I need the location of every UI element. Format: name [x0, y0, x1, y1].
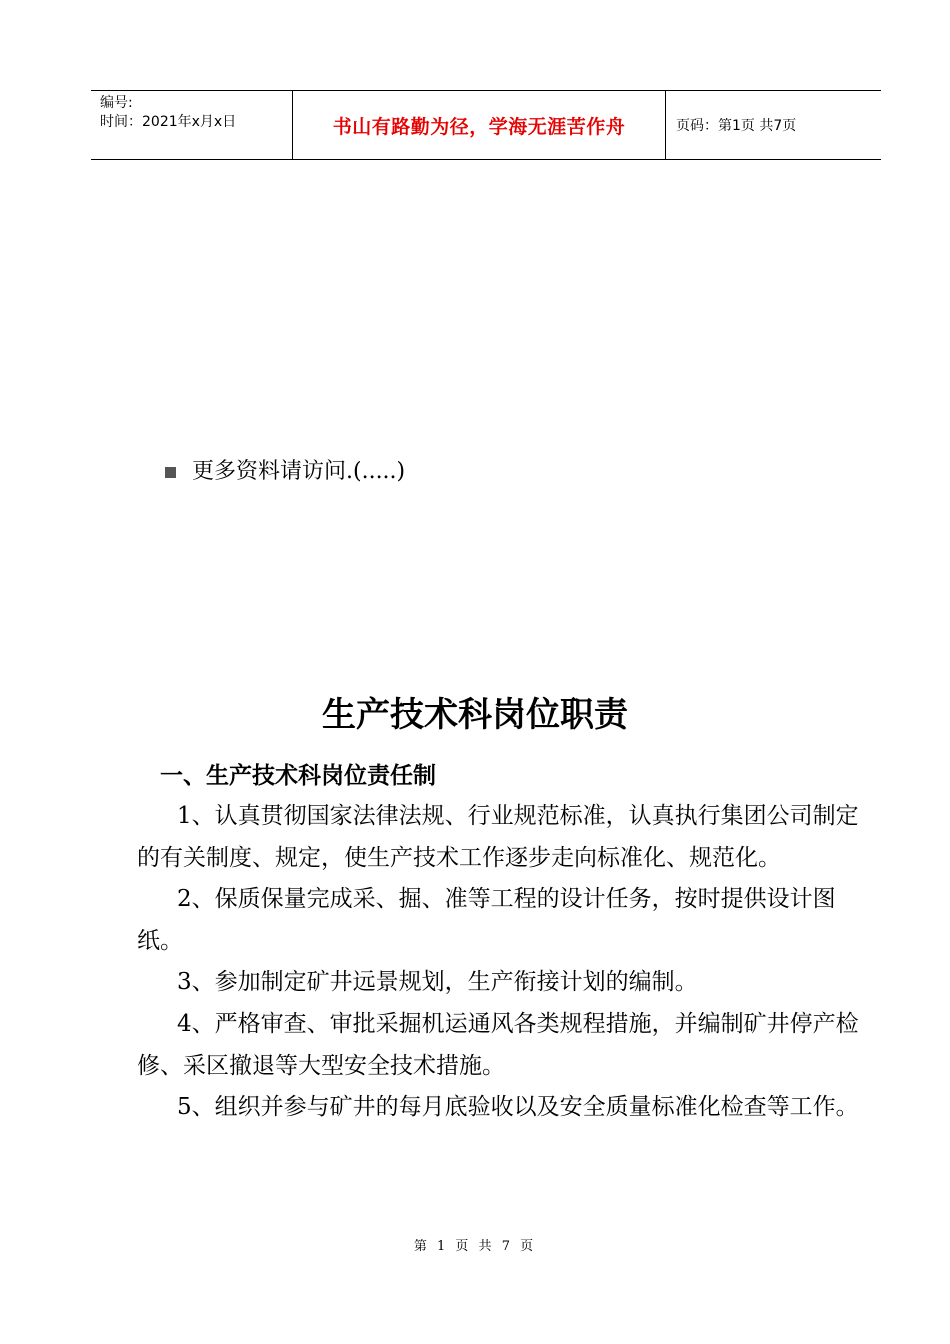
list-item: 3、参加制定矿井远景规划，生产衔接计划的编制。	[177, 969, 698, 996]
list-item: 1、认真贯彻国家法律法规、行业规范标准，认真执行集团公司制定的有关制度、规定，使生产技术工作逐步走向标准化、规范化。	[137, 803, 859, 871]
document-title: 生产技术科岗位职责	[322, 695, 628, 735]
section-heading: 一、生产技术科岗位责任制	[160, 763, 436, 789]
header-page-number: 页码：第1页 共7页	[676, 118, 797, 134]
square-bullet-icon	[165, 467, 176, 478]
list-item: 4、严格审查、审批采掘机运通风各类规程措施，并编制矿井停产检修、采区撤退等大型安全技术措施。	[137, 1010, 859, 1079]
header-motto-cell	[293, 91, 666, 159]
page-header	[91, 90, 881, 160]
list-item: 5、组织并参与矿井的每月底验收以及安全质量标准化检查等工作。	[177, 1094, 859, 1121]
more-info-link[interactable]	[165, 456, 405, 488]
header-meta-cell	[91, 91, 293, 159]
header-motto: 书山有路勤为径，学海无涯苦作舟	[332, 115, 626, 138]
list-item: 2、保质保量完成采、掘、准等工程的设计任务，按时提供设计图纸。	[137, 886, 836, 954]
more-info-text: 更多资料请访问.(.....)	[192, 459, 406, 484]
document-date-label: 时间：2021年x月x日	[100, 114, 237, 130]
responsibilities-list	[137, 796, 867, 1129]
header-page-cell	[666, 91, 881, 159]
page-footer: 第 1 页 共 7 页	[413, 1239, 537, 1254]
document-number-label: 编号:	[100, 95, 133, 111]
